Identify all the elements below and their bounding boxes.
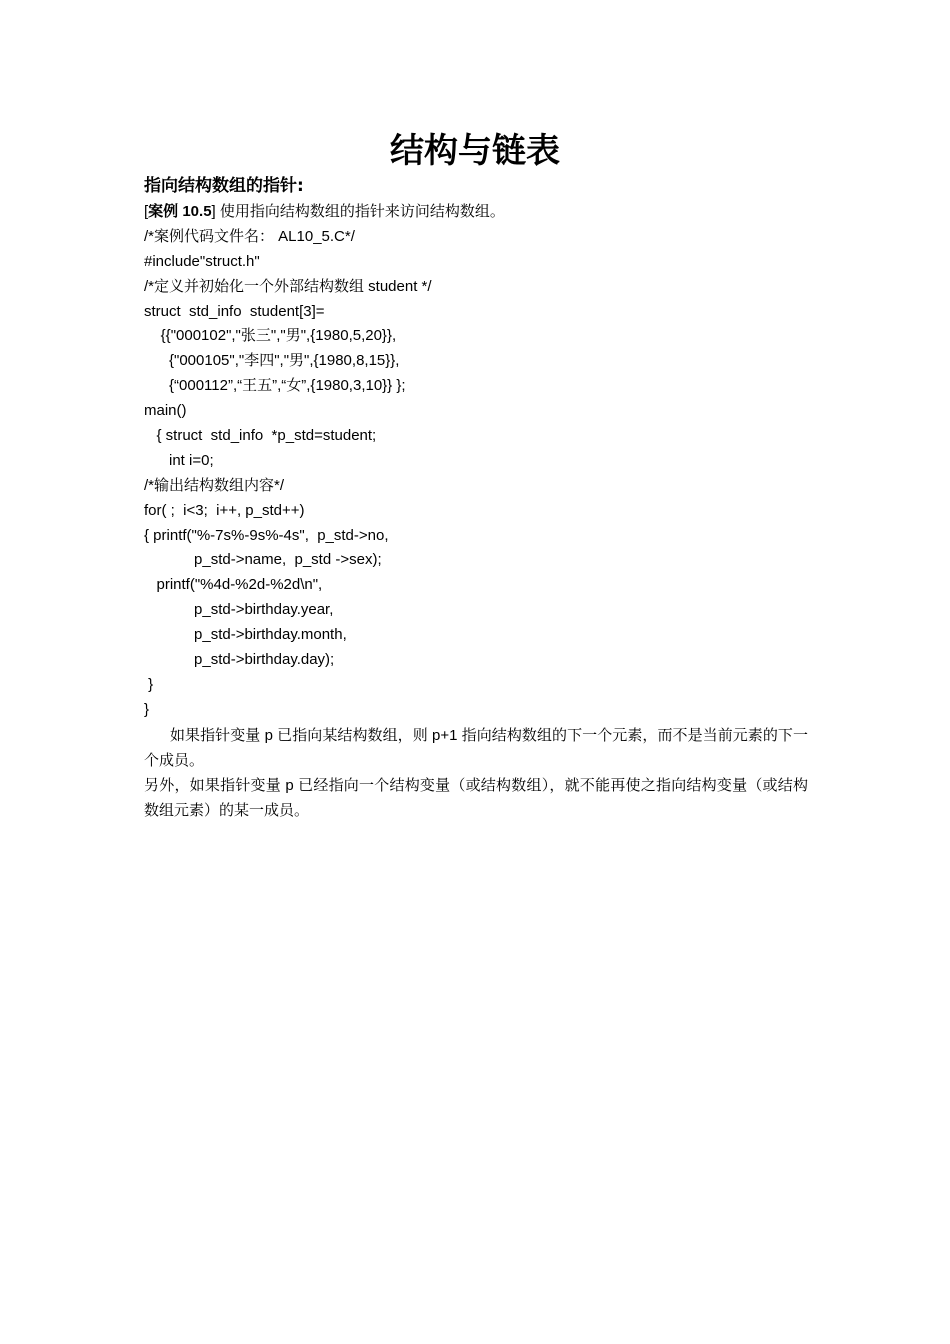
code-line: /*输出结构数组内容*/ xyxy=(144,476,285,494)
code-line: #include"struct.h" xyxy=(144,252,260,270)
code-line: /*案例代码文件名： AL10_5.C*/ xyxy=(144,227,355,245)
code-line: } xyxy=(144,700,150,718)
case-description: ] 使用指向结构数组的指针来访问结构数组。 xyxy=(211,203,505,220)
code-line: {“000112”,“王五”,“女”,{1980,3,10}} }; xyxy=(144,377,406,395)
code-line: } xyxy=(144,675,154,693)
body-paragraph-pointer-increment: 如果指针变量 p 已指向某结构数组，则 p+1 指向结构数组的下一个元素，而不是当前元素的下一个成员。 xyxy=(144,726,808,769)
code-line: { printf("%-7s%-9s%-4s", p_std->no, xyxy=(144,526,389,544)
code-line: { struct std_info *p_std=student; xyxy=(144,427,377,445)
code-line: for( ; i<3; i++, p_std++) xyxy=(144,501,305,519)
code-line: /*定义并初始化一个外部结构数组 student */ xyxy=(144,277,432,295)
code-line: p_std->birthday.year, xyxy=(144,601,334,619)
code-line: p_std->birthday.month, xyxy=(144,626,347,644)
code-line: {{"000102","张三","男",{1980,5,20}}, xyxy=(144,327,397,345)
section-heading: 指向结构数组的指针: xyxy=(144,176,304,196)
code-line: printf("%4d-%2d-%2d\n", xyxy=(144,576,323,594)
code-line: int i=0; xyxy=(144,451,214,469)
body-paragraph-pointer-member: 另外，如果指针变量 p 已经指向一个结构变量（或结构数组），就不能再使之指向结构变量（或结构数组元素）的某一成员。 xyxy=(144,776,808,819)
case-bracket: [ xyxy=(144,203,149,220)
code-line: struct std_info student[3]= xyxy=(144,302,325,320)
case-caption xyxy=(144,200,808,225)
code-line: p_std->name, p_std ->sex); xyxy=(144,551,382,569)
code-line: main() xyxy=(144,402,187,420)
case-label: 案例 10.5 xyxy=(148,203,212,220)
document-body xyxy=(144,173,808,823)
code-line: p_std->birthday.day); xyxy=(144,651,335,669)
code-line: {"000105","李四","男",{1980,8,15}}, xyxy=(144,352,400,370)
page-title: 结构与链表 xyxy=(390,131,560,171)
